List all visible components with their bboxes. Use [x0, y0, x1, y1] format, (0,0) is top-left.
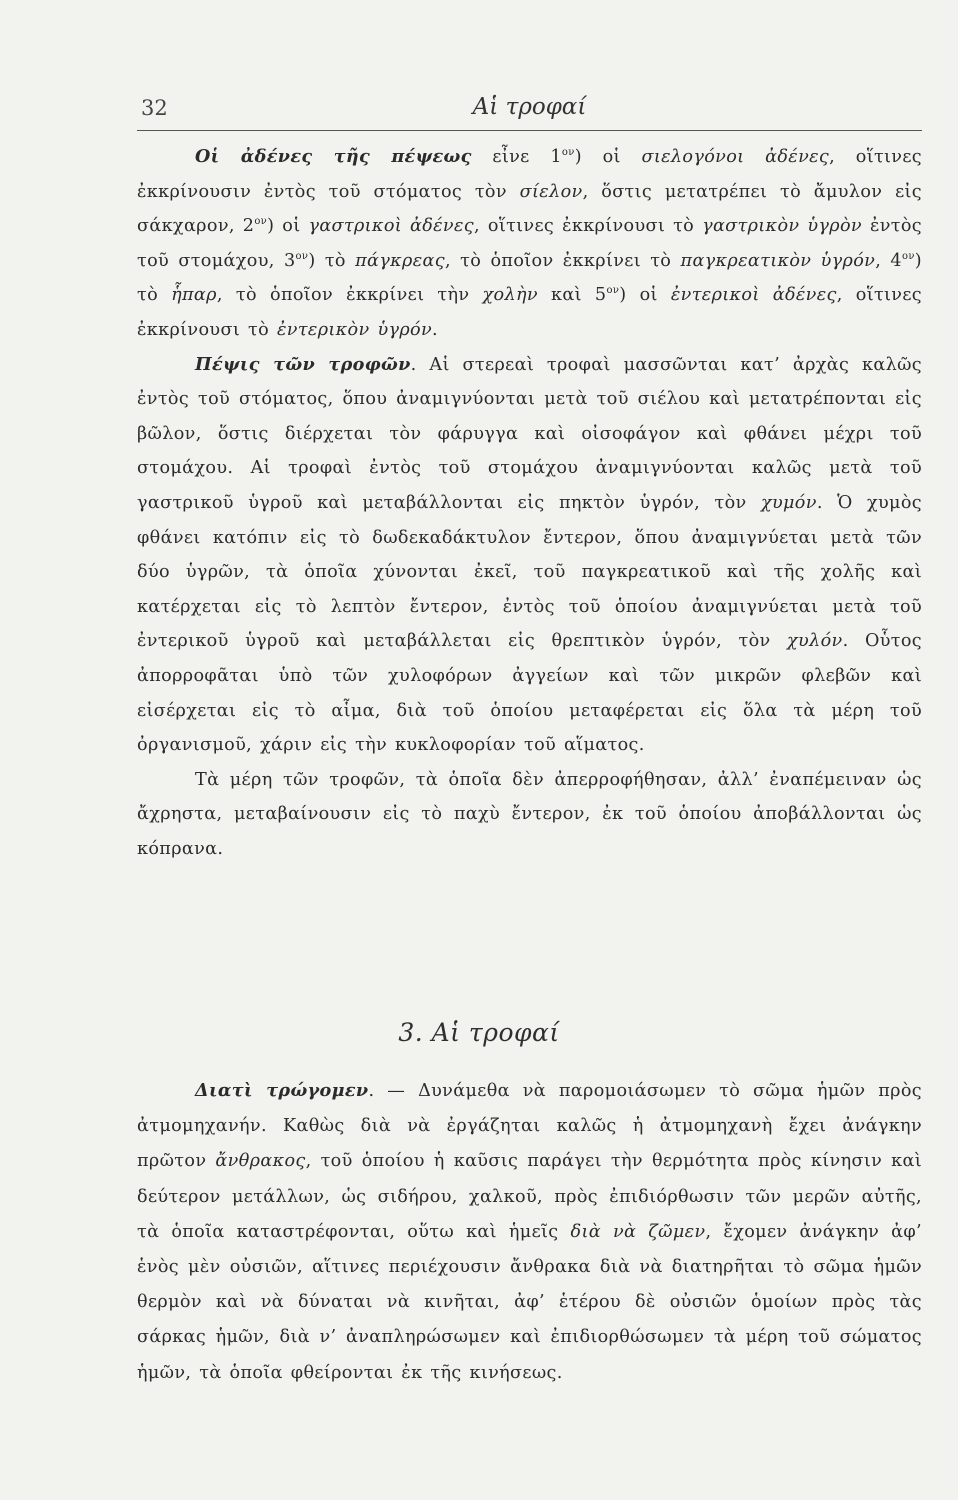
paragraph-digestive-glands: Οἱ ἀδένες τῆς πέψεως εἶνε $1^{o\nu}$) οἱ σιελογόνοι ἀδένες, οἵτινες ἐκκρίνουσιν ἐντὸς τοῦ στόματος τὸν σίελον, ὅστις μετατρέπει τὸ ἄμυλον εἰς σάκχαρον, $2^{o\nu}$) οἱ γαστρικοὶ ἀδένες, οἵτινες ἐκκρίνουσι τὸ γαστρικὸν ὑγρὸν ἐντὸς τοῦ στομάχου, $3^{o\nu}$) τὸ πάγκρεας, τὸ ὁποῖον ἐκκρίνει τὸ παγκρεατικὸν ὑγρόν, $4^{o\nu}$) τὸ ἧπαρ, τὸ ὁποῖον ἐκκρίνει τὴν χολὴν καὶ $5^{o\nu}$) οἱ ἐντερικοὶ ἀδένες, οἵτινες ἐκκρίνουσι τὸ ἐντερικὸν ὑγρόν. — [137, 146, 923, 340]
paragraph-lead: Πέψις τῶν τροφῶν — [195, 353, 411, 375]
paragraph-lead: Οἱ ἀδένες τῆς πέψεως — [195, 146, 472, 167]
main-text — [137, 140, 922, 866]
page-number: 32 — [141, 96, 168, 120]
paragraph-waste: Τὰ μέρη τῶν τροφῶν, τὰ ὁποῖα δὲν ἀπερροφήθησαν, ἀλλ’ ἐναπέμειναν ὡς ἄχρηστα, μεταβαίνουσιν εἰς τὸ παχὺ ἔντερον, ἐκ τοῦ ὁποίου ἀποβάλλονται ὡς κόπρανα. — [137, 769, 922, 859]
paragraph-lead: Διατὶ τρώγομεν — [195, 1080, 369, 1101]
page-header — [137, 96, 922, 131]
running-title: Αἱ τροφαί — [472, 94, 587, 120]
paragraph-why-we-eat: Διατὶ τρώγομεν. — Δυνάμεθα νὰ παρομοιάσωμεν τὸ σῶμα ἡμῶν πρὸς ἀτμομηχανήν. Καθὼς διὰ νὰ ἐργάζηται καλῶς ἡ ἀτμομηχανὴ ἔχει ἀνάγκην πρῶτον ἄνθρακος, τοῦ ὁποίου ἡ καῦσις παράγει τὴν θερμότητα πρὸς κίνησιν καὶ δεύτερον μετάλλων, ὡς σιδήρου, χαλκοῦ, πρὸς ἐπιδιόρθωσιν τῶν μερῶν αὐτῆς, τὰ ὁποῖα καταστρέφονται, οὕτω καὶ ἡμεῖς διὰ νὰ ζῶμεν, ἔχομεν ἀνάγκην ἀφ’ ἑνὸς μὲν οὐσιῶν, αἵτινες περιέχουσιν ἄνθρακα διὰ νὰ διατηρῆται τὸ σῶμα ἡμῶν θερμὸν καὶ νὰ δύναται νὰ κινῆται, ἀφ’ ἑτέρου δὲ οὐσιῶν ὁμοίων πρὸς τὰς σάρκας ἡμῶν, διὰ ν’ ἀναπληρώσωμεν καὶ ἐπιδιορθώσωμεν τὰ μέρη τοῦ σώματος ἡμῶν, τὰ ὁποῖα φθείρονται ἐκ τῆς κινήσεως. — [137, 1080, 923, 1383]
section-text — [137, 1073, 922, 1391]
paragraph-digestion: Πέψις τῶν τροφῶν. Αἱ στερεαὶ τροφαὶ μασσῶνται κατ’ ἀρχὰς καλῶς ἐντὸς τοῦ στόματος, ὅπου ἀναμιγνύονται μετὰ τοῦ σιέλου καὶ μετατρέπονται εἰς βῶλον, ὅστις διέρχεται τὸν φάρυγγα καὶ οἰσοφάγον καὶ φθάνει μέχρι τοῦ στομάχου. Αἱ τροφαὶ ἐντὸς τοῦ στομάχου ἀναμιγνύονται καλῶς μετὰ τοῦ γαστρικοῦ ὑγροῦ καὶ μεταβάλλονται εἰς πηκτὸν ὑγρόν, τὸν χυμόν. Ὁ χυμὸς φθάνει κατόπιν εἰς τὸ δωδεκαδάκτυλον ἔντερον, ὅπου ἀναμιγνύεται μετὰ τῶν δύο ὑγρῶν, τὰ ὁποῖα χύνονται ἐκεῖ, τοῦ παγκρεατικοῦ καὶ τῆς χολῆς καὶ κατέρχεται εἰς τὸ λεπτὸν ἔντερον, ἐντὸς τοῦ ὁποίου ἀναμιγνύεται μετὰ τοῦ ἐντερικοῦ ὑγροῦ καὶ μεταβάλλεται εἰς θρεπτικὸν ὑγρόν, τὸν χυλόν. Οὗτος ἀπορροφᾶται ὑπὸ τῶν χυλοφόρων ἀγγείων καὶ τῶν μικρῶν φλεβῶν καὶ εἰσέρχεται εἰς τὸ αἷμα, διὰ τοῦ ὁποίου μεταφέρεται εἰς ὅλα τὰ μέρη τοῦ ὀργανισμοῦ, χάριν εἰς τὴν κυκλοφορίαν τοῦ αἵματος. — [137, 353, 923, 756]
section-heading: 3. Αἱ τροφαί — [398, 1018, 560, 1047]
